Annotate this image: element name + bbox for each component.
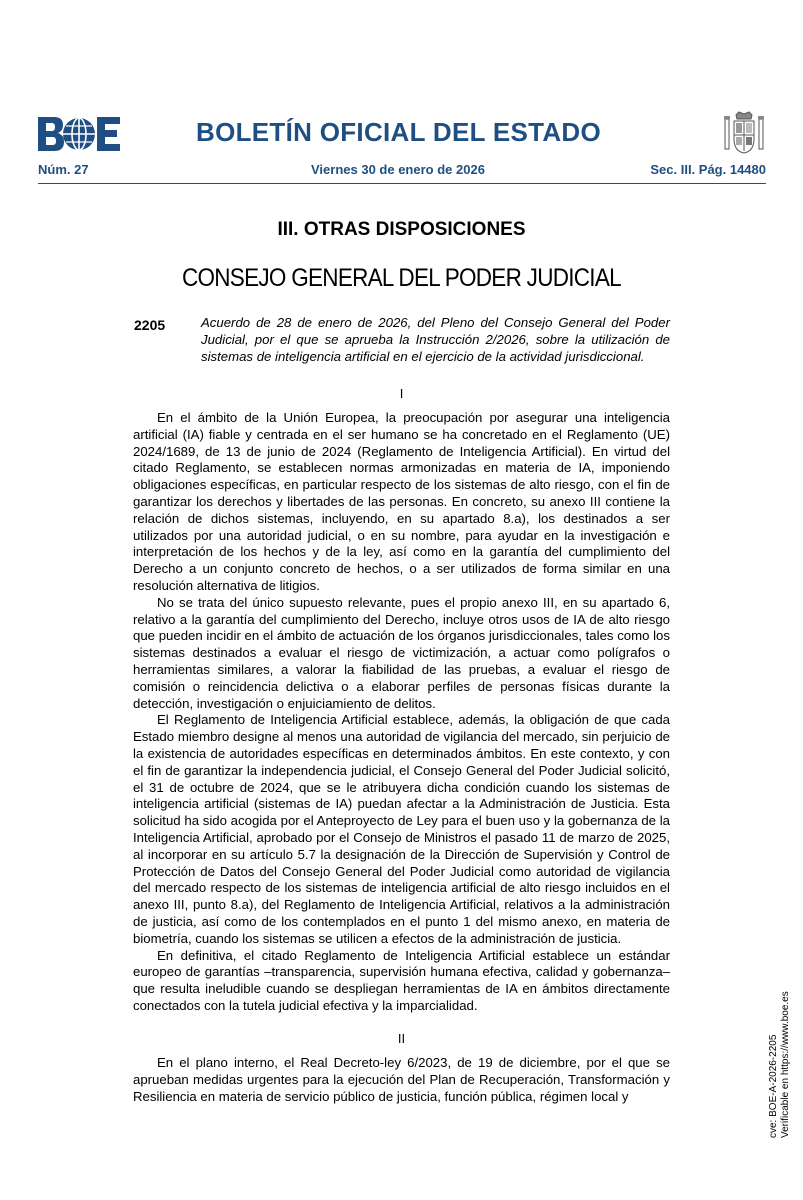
chapter-body (133, 410, 670, 1015)
verification-url: Verificable en https://www.boe.es (780, 991, 791, 1138)
coat-of-arms-icon (722, 111, 766, 155)
paragraph: En el plano interno, el Real Decreto-ley 6/2023, de 19 de diciembre, por el que se aprueban medidas urgentes para la ejecución del Plan de Recuperación, Transformación y Resiliencia en materia de servicio público de justicia, función pública, régimen local y (133, 1055, 670, 1104)
paragraph: En definitiva, el citado Reglamento de Inteligencia Artificial establece un estándar europeo de garantías –transparencia, supervisión humana efectiva, calidad y gobernanza– que resulta ineludible cuando se despliegan herramientas de IA en ámbitos directamente conectados con la tutela judicial efectiva y la imparcialidad. (133, 947, 670, 1013)
publication-title: BOLETÍN OFICIAL DEL ESTADO (196, 117, 602, 147)
verification-note (768, 991, 792, 1138)
chapter-numeral: II (397, 1031, 406, 1046)
disposition-number: 2205 (134, 317, 166, 333)
boe-logo (38, 117, 120, 151)
chapter-numeral: I (399, 386, 404, 401)
disposition-summary: Acuerdo de 28 de enero de 2026, del Pleno del Consejo General del Poder Judicial, por el que se aprueba la Instrucción 2/2026, sobre la utilización de sistemas de inteligencia artificial en el ejercicio de la actividad jurisdiccional. (201, 315, 670, 364)
paragraph: El Reglamento de Inteligencia Artificial establece, además, la obligación de que cada Estado miembro designe al menos una autoridad de vigilancia del mercado, sin perjuicio de la existencia de autoridades específicas en determinados ámbitos. En este contexto, y con el fin de garantizar la independencia judicial, el Consejo General del Poder Judicial solicitó, el 31 de octubre de 2024, que se le atribuyera dicha condición cuando los sistemas de inteligencia artificial (sistemas de IA) puedan afectar a la Administración de Justicia. Esta solicitud ha sido acogida por el Anteproyecto de Ley para el buen uso y la gobernanza de la Inteligencia Artificial, aprobado por el Consejo de Ministros el pasado 11 de marzo de 2025, al incorporar en su artículo 5.7 la designación de la Dirección de Supervisión y Control de Protección de Datos del Consejo General del Poder Judicial como autoridad de vigilancia del mercado respecto de los sistemas de inteligencia artificial de alto riesgo incluidos en el anexo III, punto 8.a), del Reglamento de Inteligencia Artificial, relativos a la administración de justicia, así como de los contemplados en el punto 1 del mismo anexo, en materia de biometría, cuando los sistemas se utilicen a efectos de la administración de justicia. (133, 712, 670, 946)
paragraph: No se trata del único supuesto relevante, pues el propio anexo III, en su apartado 6, relativo a la garantía del cumplimiento del Derecho, incluye otros usos de IA de alto riesgo que pueden incidir en el ámbito de actuación de los órganos jurisdiccionales, tales como los sistemas destinados a evaluar el riesgo de victimización, a actuar como polígrafos o herramientas similares, a valorar la fiabilidad de las pruebas, a evaluar el riesgo de comisión o reincidencia delictiva o a elaborar perfiles de personas físicas durante la detección, investigación o enjuiciamiento de delitos. (133, 594, 670, 711)
header-rule (38, 183, 766, 184)
chapter-body (133, 1055, 670, 1105)
organism-title: CONSEJO GENERAL DEL PODER JUDICIAL (181, 264, 621, 292)
paragraph: En el ámbito de la Unión Europea, la preocupación por asegurar una inteligencia artificial (IA) fiable y centrada en el ser humano se ha concretado en el Reglamento (UE) 2024/1689, de 13 de junio de 2024 (Reglamento de Inteligencia Artificial). En virtud del citado Reglamento, se establecen normas armonizadas en materia de IA, imponiendo obligaciones específicas, en particular respecto de los sistemas de alto riesgo, con el fin de garantizar los derechos y libertades de las personas. En concreto, su anexo III contiene la relación de dichos sistemas, incluyendo, en su apartado 8.a), los destinados a ser utilizados por una autoridad judicial, o en su nombre, para ayudar en la investigación e interpretación de los hechos y de la ley, así como en la garantía del cumplimiento del Derecho a un conjunto concreto de hechos, o a ser utilizados de forma similar en una resolución alternativa de litigios. (133, 410, 670, 593)
issue-number: Núm. 27 (38, 162, 89, 177)
section-title: III. OTRAS DISPOSICIONES (277, 219, 526, 240)
cve-code: cve: BOE-A-2026-2205 (768, 1034, 779, 1138)
issue-date: Viernes 30 de enero de 2026 (311, 162, 485, 177)
section-page: Sec. III. Pág. 14480 (650, 162, 766, 177)
